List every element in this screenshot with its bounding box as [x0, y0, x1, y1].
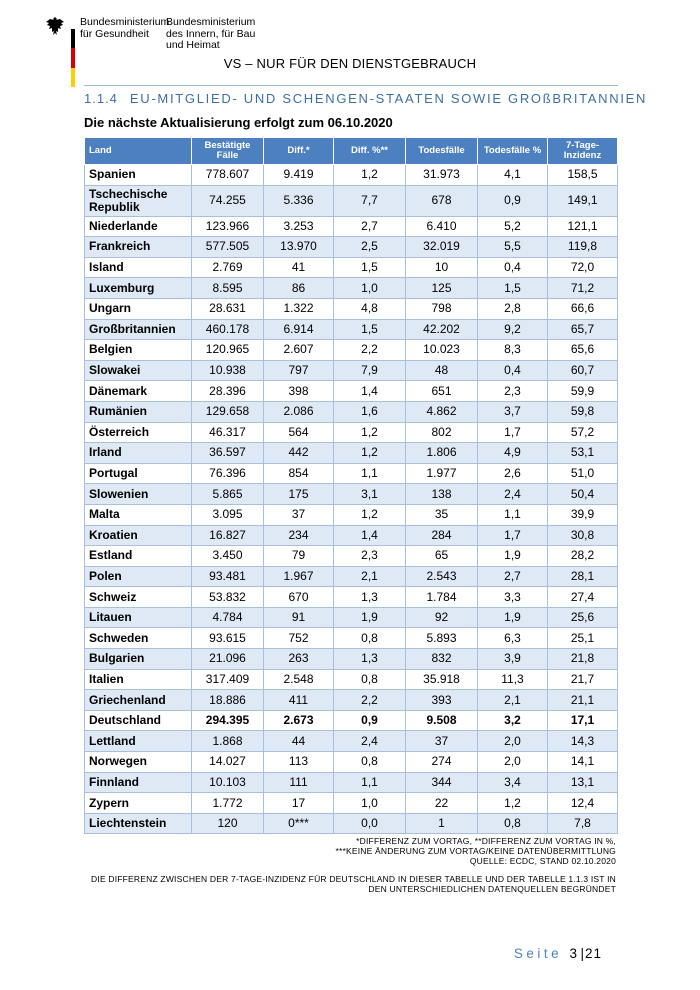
value-cell: 7,9 [334, 360, 406, 381]
page-total: 21 [584, 946, 602, 961]
value-cell: 93.481 [192, 566, 264, 587]
value-cell: 0,8 [334, 752, 406, 773]
country-cell: Estland [85, 546, 192, 567]
incidence-note-line: DIE DIFFERENZ ZWISCHEN DER 7-TAGE-INZIDENZ FÜR DEUTSCHLAND IN DIESER TABELLE UND DER TABELLE 1.1.3 IST IN [91, 874, 616, 884]
value-cell: 0,4 [478, 257, 548, 278]
country-cell: Rumänien [85, 401, 192, 422]
value-cell: 1,2 [334, 504, 406, 525]
value-cell: 25,1 [548, 628, 618, 649]
table-row [85, 566, 618, 587]
country-cell: Slowenien [85, 484, 192, 505]
value-cell: 1,7 [478, 422, 548, 443]
page-number: Seite 3|21 [513, 946, 602, 961]
value-cell: 564 [264, 422, 334, 443]
column-header: Diff. %** [334, 138, 406, 165]
value-cell: 832 [406, 649, 478, 670]
value-cell: 1 [406, 813, 478, 834]
value-cell: 37 [264, 504, 334, 525]
table-row [85, 401, 618, 422]
value-cell: 0,8 [334, 669, 406, 690]
value-cell: 3.450 [192, 546, 264, 567]
value-cell: 1.868 [192, 731, 264, 752]
value-cell: 1,9 [478, 607, 548, 628]
value-cell: 3,1 [334, 484, 406, 505]
value-cell: 66,6 [548, 298, 618, 319]
federal-eagle-icon [44, 15, 66, 37]
table-row [85, 546, 618, 567]
value-cell: 14.027 [192, 752, 264, 773]
value-cell: 0*** [264, 813, 334, 834]
value-cell: 28,1 [548, 566, 618, 587]
country-cell: Dänemark [85, 381, 192, 402]
table-row [85, 185, 618, 216]
value-cell: 79 [264, 546, 334, 567]
country-cell: Zypern [85, 793, 192, 814]
value-cell: 2,2 [334, 690, 406, 711]
value-cell: 60,7 [548, 360, 618, 381]
section-heading [84, 91, 647, 106]
value-cell: 2,0 [478, 731, 548, 752]
incidence-note [76, 874, 616, 894]
table-row [85, 525, 618, 546]
value-cell: 13,1 [548, 772, 618, 793]
value-cell: 9.508 [406, 710, 478, 731]
value-cell: 28.396 [192, 381, 264, 402]
value-cell: 398 [264, 381, 334, 402]
value-cell: 1,4 [334, 381, 406, 402]
country-cell: Italien [85, 669, 192, 690]
value-cell: 65,7 [548, 319, 618, 340]
table-row [85, 710, 618, 731]
value-cell: 2.769 [192, 257, 264, 278]
country-cell: Finnland [85, 772, 192, 793]
value-cell: 46.317 [192, 422, 264, 443]
value-cell: 39,9 [548, 504, 618, 525]
value-cell: 65 [406, 546, 478, 567]
value-cell: 42.202 [406, 319, 478, 340]
value-cell: 1,6 [334, 401, 406, 422]
value-cell: 0,9 [478, 185, 548, 216]
value-cell: 121,1 [548, 216, 618, 237]
table-row [85, 360, 618, 381]
value-cell: 802 [406, 422, 478, 443]
value-cell: 36.597 [192, 443, 264, 464]
value-cell: 651 [406, 381, 478, 402]
value-cell: 1,2 [478, 793, 548, 814]
value-cell: 91 [264, 607, 334, 628]
footnote-line: ***KEINE ÄNDERUNG ZUM VORTAG/KEINE DATENÜBERMITTLUNG [335, 846, 616, 856]
value-cell: 17 [264, 793, 334, 814]
country-cell: Norwegen [85, 752, 192, 773]
value-cell: 129.658 [192, 401, 264, 422]
value-cell: 317.409 [192, 669, 264, 690]
table-row [85, 443, 618, 464]
table-row [85, 278, 618, 299]
value-cell: 1,9 [334, 607, 406, 628]
footnote-line: *DIFFERENZ ZUM VORTAG, **DIFFERENZ ZUM VORTAG IN %, [356, 836, 616, 846]
value-cell: 854 [264, 463, 334, 484]
country-cell: Malta [85, 504, 192, 525]
section-number: 1.1.4 [84, 91, 118, 106]
value-cell: 1,9 [478, 546, 548, 567]
value-cell: 72,0 [548, 257, 618, 278]
value-cell: 1,5 [334, 257, 406, 278]
country-cell: Slowakei [85, 360, 192, 381]
country-cell: Bulgarien [85, 649, 192, 670]
value-cell: 3,2 [478, 710, 548, 731]
value-cell: 28,2 [548, 546, 618, 567]
value-cell: 8,3 [478, 340, 548, 361]
value-cell: 460.178 [192, 319, 264, 340]
value-cell: 50,4 [548, 484, 618, 505]
value-cell: 2,6 [478, 463, 548, 484]
value-cell: 10 [406, 257, 478, 278]
value-cell: 25,6 [548, 607, 618, 628]
value-cell: 4,8 [334, 298, 406, 319]
column-header: Bestätigte Fälle [192, 138, 264, 165]
value-cell: 3,7 [478, 401, 548, 422]
value-cell: 670 [264, 587, 334, 608]
table-row [85, 587, 618, 608]
table-row [85, 731, 618, 752]
table-row [85, 463, 618, 484]
country-cell: Island [85, 257, 192, 278]
country-cell: Luxemburg [85, 278, 192, 299]
value-cell: 31.973 [406, 165, 478, 186]
country-cell: Frankreich [85, 237, 192, 258]
incidence-note-line: DEN UNTERSCHIEDLICHEN DATENQUELLEN BEGRÜNDET [368, 884, 616, 894]
value-cell: 2.543 [406, 566, 478, 587]
value-cell: 411 [264, 690, 334, 711]
value-cell: 53,1 [548, 443, 618, 464]
value-cell: 2.673 [264, 710, 334, 731]
value-cell: 65,6 [548, 340, 618, 361]
table-row [85, 752, 618, 773]
value-cell: 119,8 [548, 237, 618, 258]
value-cell: 71,2 [548, 278, 618, 299]
value-cell: 1,0 [334, 278, 406, 299]
source-line: QUELLE: ECDC, STAND 02.10.2020 [469, 856, 616, 866]
value-cell: 57,2 [548, 422, 618, 443]
value-cell: 9.419 [264, 165, 334, 186]
ministry-interior-name: Bundesministerium des Innern, für Bau und Heimat [166, 16, 256, 51]
value-cell: 2,7 [334, 216, 406, 237]
value-cell: 6,3 [478, 628, 548, 649]
value-cell: 92 [406, 607, 478, 628]
value-cell: 1,4 [334, 525, 406, 546]
country-cell: Polen [85, 566, 192, 587]
value-cell: 6.914 [264, 319, 334, 340]
table-row [85, 381, 618, 402]
value-cell: 752 [264, 628, 334, 649]
country-cell: Irland [85, 443, 192, 464]
value-cell: 2,4 [478, 484, 548, 505]
value-cell: 5.893 [406, 628, 478, 649]
table-row [85, 504, 618, 525]
value-cell: 1,1 [478, 504, 548, 525]
country-cell: Lettland [85, 731, 192, 752]
value-cell: 44 [264, 731, 334, 752]
value-cell: 6.410 [406, 216, 478, 237]
value-cell: 1,5 [334, 319, 406, 340]
value-cell: 123.966 [192, 216, 264, 237]
table-row [85, 165, 618, 186]
value-cell: 5,5 [478, 237, 548, 258]
value-cell: 8.595 [192, 278, 264, 299]
value-cell: 0,4 [478, 360, 548, 381]
country-cell: Liechtenstein [85, 813, 192, 834]
value-cell: 1.772 [192, 793, 264, 814]
table-row [85, 793, 618, 814]
country-cell: Kroatien [85, 525, 192, 546]
value-cell: 53.832 [192, 587, 264, 608]
value-cell: 86 [264, 278, 334, 299]
value-cell: 32.019 [406, 237, 478, 258]
country-cell: Griechenland [85, 690, 192, 711]
value-cell: 1.977 [406, 463, 478, 484]
table-row [85, 669, 618, 690]
value-cell: 4.862 [406, 401, 478, 422]
value-cell: 5.336 [264, 185, 334, 216]
value-cell: 263 [264, 649, 334, 670]
value-cell: 14,3 [548, 731, 618, 752]
value-cell: 1.967 [264, 566, 334, 587]
value-cell: 12,4 [548, 793, 618, 814]
section-title: EU-MITGLIED- UND SCHENGEN-STAATEN SOWIE GROßBRITANNIEN [129, 91, 648, 106]
value-cell: 2,4 [334, 731, 406, 752]
value-cell: 1.784 [406, 587, 478, 608]
value-cell: 2,8 [478, 298, 548, 319]
value-cell: 2,2 [334, 340, 406, 361]
value-cell: 234 [264, 525, 334, 546]
classification-label: VS – NUR FÜR DEN DIENSTGEBRAUCH [223, 56, 477, 71]
value-cell: 30,8 [548, 525, 618, 546]
value-cell: 138 [406, 484, 478, 505]
value-cell: 442 [264, 443, 334, 464]
value-cell: 797 [264, 360, 334, 381]
value-cell: 1,1 [334, 772, 406, 793]
value-cell: 5,2 [478, 216, 548, 237]
ministry-health-name: Bundesministerium für Gesundheit [80, 16, 170, 40]
value-cell: 21,7 [548, 669, 618, 690]
table-footnotes [76, 836, 616, 866]
table-row [85, 484, 618, 505]
value-cell: 3,3 [478, 587, 548, 608]
value-cell: 10.938 [192, 360, 264, 381]
section-divider [84, 85, 618, 86]
page-current: 3 [569, 946, 581, 961]
value-cell: 14,1 [548, 752, 618, 773]
value-cell: 35 [406, 504, 478, 525]
country-cell: Tschechische Republik [85, 185, 192, 216]
value-cell: 4,1 [478, 165, 548, 186]
value-cell: 1,1 [334, 463, 406, 484]
value-cell: 2.607 [264, 340, 334, 361]
value-cell: 1,2 [334, 165, 406, 186]
country-cell: Schweden [85, 628, 192, 649]
value-cell: 17,1 [548, 710, 618, 731]
value-cell: 294.395 [192, 710, 264, 731]
country-cell: Spanien [85, 165, 192, 186]
value-cell: 35.918 [406, 669, 478, 690]
table-row [85, 813, 618, 834]
value-cell: 13.970 [264, 237, 334, 258]
table-header-row [85, 138, 618, 165]
value-cell: 798 [406, 298, 478, 319]
value-cell: 393 [406, 690, 478, 711]
value-cell: 93.615 [192, 628, 264, 649]
value-cell: 22 [406, 793, 478, 814]
value-cell: 2,3 [478, 381, 548, 402]
value-cell: 5.865 [192, 484, 264, 505]
country-cell: Portugal [85, 463, 192, 484]
value-cell: 0,0 [334, 813, 406, 834]
value-cell: 48 [406, 360, 478, 381]
value-cell: 149,1 [548, 185, 618, 216]
value-cell: 37 [406, 731, 478, 752]
country-table [84, 137, 618, 834]
value-cell: 1,0 [334, 793, 406, 814]
value-cell: 21,8 [548, 649, 618, 670]
country-cell: Österreich [85, 422, 192, 443]
value-cell: 120.965 [192, 340, 264, 361]
value-cell: 1,2 [334, 422, 406, 443]
value-cell: 2,5 [334, 237, 406, 258]
value-cell: 1,3 [334, 649, 406, 670]
value-cell: 2,3 [334, 546, 406, 567]
value-cell: 111 [264, 772, 334, 793]
value-cell: 0,9 [334, 710, 406, 731]
value-cell: 16.827 [192, 525, 264, 546]
value-cell: 10.023 [406, 340, 478, 361]
value-cell: 2,1 [334, 566, 406, 587]
value-cell: 0,8 [478, 813, 548, 834]
value-cell: 18.886 [192, 690, 264, 711]
value-cell: 1.322 [264, 298, 334, 319]
value-cell: 1,5 [478, 278, 548, 299]
value-cell: 0,8 [334, 628, 406, 649]
value-cell: 125 [406, 278, 478, 299]
country-cell: Ungarn [85, 298, 192, 319]
value-cell: 577.505 [192, 237, 264, 258]
value-cell: 28.631 [192, 298, 264, 319]
value-cell: 3,4 [478, 772, 548, 793]
value-cell: 120 [192, 813, 264, 834]
value-cell: 175 [264, 484, 334, 505]
value-cell: 2.086 [264, 401, 334, 422]
value-cell: 1.806 [406, 443, 478, 464]
update-notice: Die nächste Aktualisierung erfolgt zum 06.10.2020 [84, 115, 393, 130]
table-row [85, 772, 618, 793]
value-cell: 3.253 [264, 216, 334, 237]
value-cell: 678 [406, 185, 478, 216]
value-cell: 4.784 [192, 607, 264, 628]
value-cell: 1,2 [334, 443, 406, 464]
value-cell: 1,7 [478, 525, 548, 546]
value-cell: 1,3 [334, 587, 406, 608]
value-cell: 9,2 [478, 319, 548, 340]
value-cell: 59,8 [548, 401, 618, 422]
value-cell: 284 [406, 525, 478, 546]
country-cell: Großbritannien [85, 319, 192, 340]
table-row [85, 298, 618, 319]
table-row [85, 628, 618, 649]
value-cell: 2,1 [478, 690, 548, 711]
value-cell: 21.096 [192, 649, 264, 670]
value-cell: 2.548 [264, 669, 334, 690]
value-cell: 3.095 [192, 504, 264, 525]
value-cell: 27,4 [548, 587, 618, 608]
table-row [85, 257, 618, 278]
value-cell: 10.103 [192, 772, 264, 793]
value-cell: 2,0 [478, 752, 548, 773]
value-cell: 2,7 [478, 566, 548, 587]
value-cell: 158,5 [548, 165, 618, 186]
value-cell: 41 [264, 257, 334, 278]
table-row [85, 649, 618, 670]
value-cell: 274 [406, 752, 478, 773]
value-cell: 344 [406, 772, 478, 793]
value-cell: 59,9 [548, 381, 618, 402]
country-cell: Schweiz [85, 587, 192, 608]
column-header: Todesfälle % [478, 138, 548, 165]
value-cell: 51,0 [548, 463, 618, 484]
country-cell: Niederlande [85, 216, 192, 237]
country-cell: Litauen [85, 607, 192, 628]
table-row [85, 319, 618, 340]
value-cell: 778.607 [192, 165, 264, 186]
page-label: Seite [513, 946, 563, 961]
table-row [85, 607, 618, 628]
value-cell: 7,7 [334, 185, 406, 216]
country-cell: Deutschland [85, 710, 192, 731]
value-cell: 7,8 [548, 813, 618, 834]
column-header: Land [85, 138, 192, 165]
table-row [85, 422, 618, 443]
column-header: 7-Tage-Inzidenz [548, 138, 618, 165]
value-cell: 11,3 [478, 669, 548, 690]
value-cell: 3,9 [478, 649, 548, 670]
value-cell: 74.255 [192, 185, 264, 216]
table-row [85, 340, 618, 361]
value-cell: 113 [264, 752, 334, 773]
column-header: Diff.* [264, 138, 334, 165]
table-row [85, 216, 618, 237]
value-cell: 21,1 [548, 690, 618, 711]
table-row [85, 237, 618, 258]
value-cell: 4,9 [478, 443, 548, 464]
table-row [85, 690, 618, 711]
country-cell: Belgien [85, 340, 192, 361]
column-header: Todesfälle [406, 138, 478, 165]
value-cell: 76.396 [192, 463, 264, 484]
